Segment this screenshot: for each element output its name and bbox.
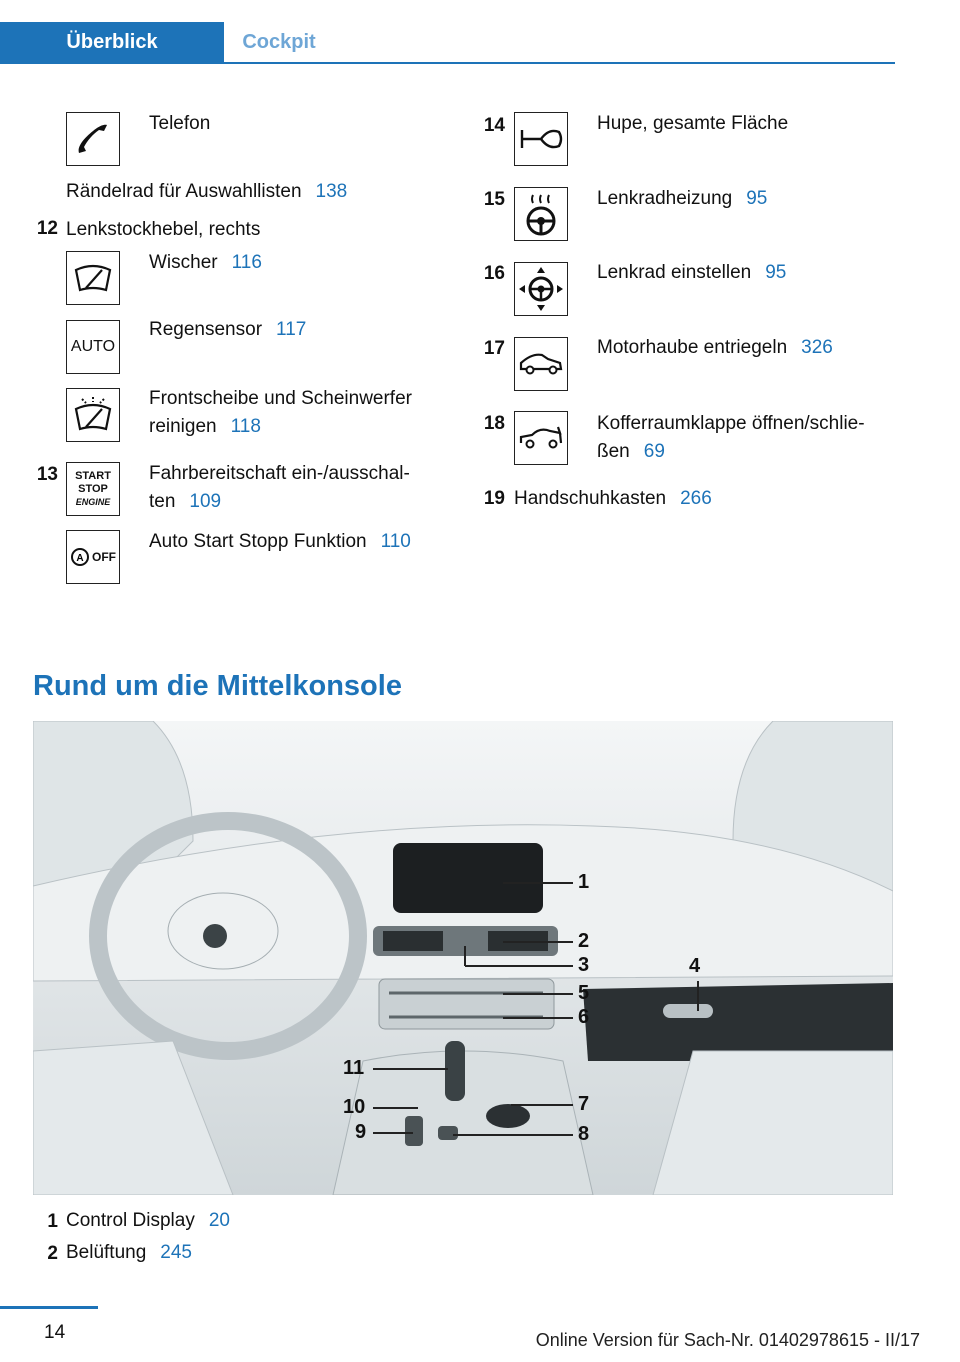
bottom-item-number-1: 1 [47,1211,58,1232]
callout-1: 1 [578,871,590,893]
tab-ueberblick[interactable]: Überblick [0,22,224,62]
steering-adjust-icon [514,262,568,316]
trunk-lid-icon [514,411,568,465]
fahrbereit-line2: ten [149,491,176,512]
start-stop-icon [66,462,120,516]
bottom-item-2-page-link[interactable]: 245 [160,1242,192,1263]
off-text: OFF [92,550,116,564]
wischer-entry [149,249,262,277]
horn-icon [514,112,568,166]
autostart-text: Auto Start Stopp Funktion [149,531,367,552]
item-17-text: Motorhaube entriegeln [597,337,788,358]
raendelrad-text: Rändelrad für Auswahllisten [66,181,302,202]
item-18-line2: ßen [597,441,630,462]
washer-icon [66,388,120,442]
frontscheibe-page-link[interactable]: 118 [230,416,261,437]
wiper-icon [66,251,120,305]
item-16-entry [597,259,786,287]
callout-2: 2 [578,930,590,952]
bottom-item-1-page-link[interactable]: 20 [208,1210,230,1231]
item-18-entry [597,410,865,466]
item-number-17: 17 [483,338,505,359]
callout-6: 6 [578,1006,590,1028]
bottom-item-2-entry [66,1239,192,1267]
item-14-text: Hupe, gesamte Fläche [597,113,789,134]
item-15-page-link[interactable]: 95 [746,188,768,209]
item-number-15: 15 [483,189,505,210]
callout-4: 4 [689,955,701,977]
raendelrad-page-link[interactable]: 138 [315,181,348,202]
wischer-page-link[interactable]: 116 [231,252,262,273]
item-17-page-link[interactable]: 326 [801,337,833,358]
tab-bar [0,22,895,64]
item-17-entry [597,334,833,362]
callout-11: 11 [343,1057,365,1079]
item-19-page-link[interactable]: 266 [680,488,712,509]
item-number-14: 14 [483,115,505,136]
auto-icon [66,320,120,374]
item-number-12: 12 [36,218,58,239]
item-number-13: 13 [36,464,58,485]
stop-text: STOP [78,482,108,495]
item-16-text: Lenkrad einstellen [597,262,752,283]
page-number: 14 [44,1322,66,1343]
auto-start-stop-off-icon [66,530,120,584]
callout-5: 5 [578,982,590,1004]
telefon-label: Telefon [149,113,211,134]
bottom-item-number-2: 2 [47,1243,58,1264]
bottom-item-1-text: Control Display [66,1210,195,1231]
telephone-icon [66,112,120,166]
online-version-note: Online Version für Sach-Nr. 01402978615 - II/17 [535,1330,920,1350]
item-16-page-link[interactable]: 95 [765,262,787,283]
callout-8: 8 [578,1123,590,1145]
frontscheibe-entry [149,385,412,441]
raendelrad-entry [66,178,347,206]
autostart-entry [149,528,411,556]
frontscheibe-line2: reinigen [149,416,217,437]
item-number-19: 19 [483,488,505,509]
steering-heating-icon [514,187,568,241]
wischer-text: Wischer [149,252,218,273]
regensensor-entry [149,316,306,344]
svg-text:A: A [76,553,84,564]
item-19-text: Handschuhkasten [514,488,667,509]
item-number-16: 16 [483,263,505,284]
callout-7: 7 [578,1093,590,1115]
bottom-item-2-text: Belüftung [66,1242,147,1263]
item-19-entry [514,485,712,513]
hood-release-icon [514,337,568,391]
item-18-page-link[interactable]: 69 [643,441,665,462]
regensensor-text: Regensensor [149,319,263,340]
bottom-item-1-entry [66,1207,230,1235]
regensensor-page-link[interactable]: 117 [276,319,307,340]
fahrbereit-page-link[interactable]: 109 [189,491,222,512]
section-title: Rund um die Mittelkonsole [33,670,402,702]
autostart-page-link[interactable]: 110 [380,531,411,552]
footer-rule [0,1306,98,1309]
callout-lines [33,721,893,1195]
frontscheibe-line1: Frontscheibe und Scheinwerfer [149,388,412,409]
start-text: START [75,469,111,482]
fahrbereit-entry [149,460,410,516]
callout-3: 3 [578,954,590,976]
item-12-text: Lenkstockhebel, rechts [66,219,261,240]
item-15-text: Lenkradheizung [597,188,733,209]
engine-text: ENGINE [75,496,111,507]
cockpit-illustration [33,721,893,1195]
auto-icon-text: AUTO [70,338,116,355]
item-15-entry [597,185,767,213]
item-18-line1: Kofferraumklappe öffnen/schlie- [597,413,865,434]
fahrbereit-line1: Fahrbereitschaft ein-/ausschal- [149,463,410,484]
tab-cockpit[interactable]: Cockpit [242,31,316,53]
callout-9: 9 [355,1121,367,1143]
callout-10: 10 [343,1096,366,1118]
item-number-18: 18 [483,413,505,434]
